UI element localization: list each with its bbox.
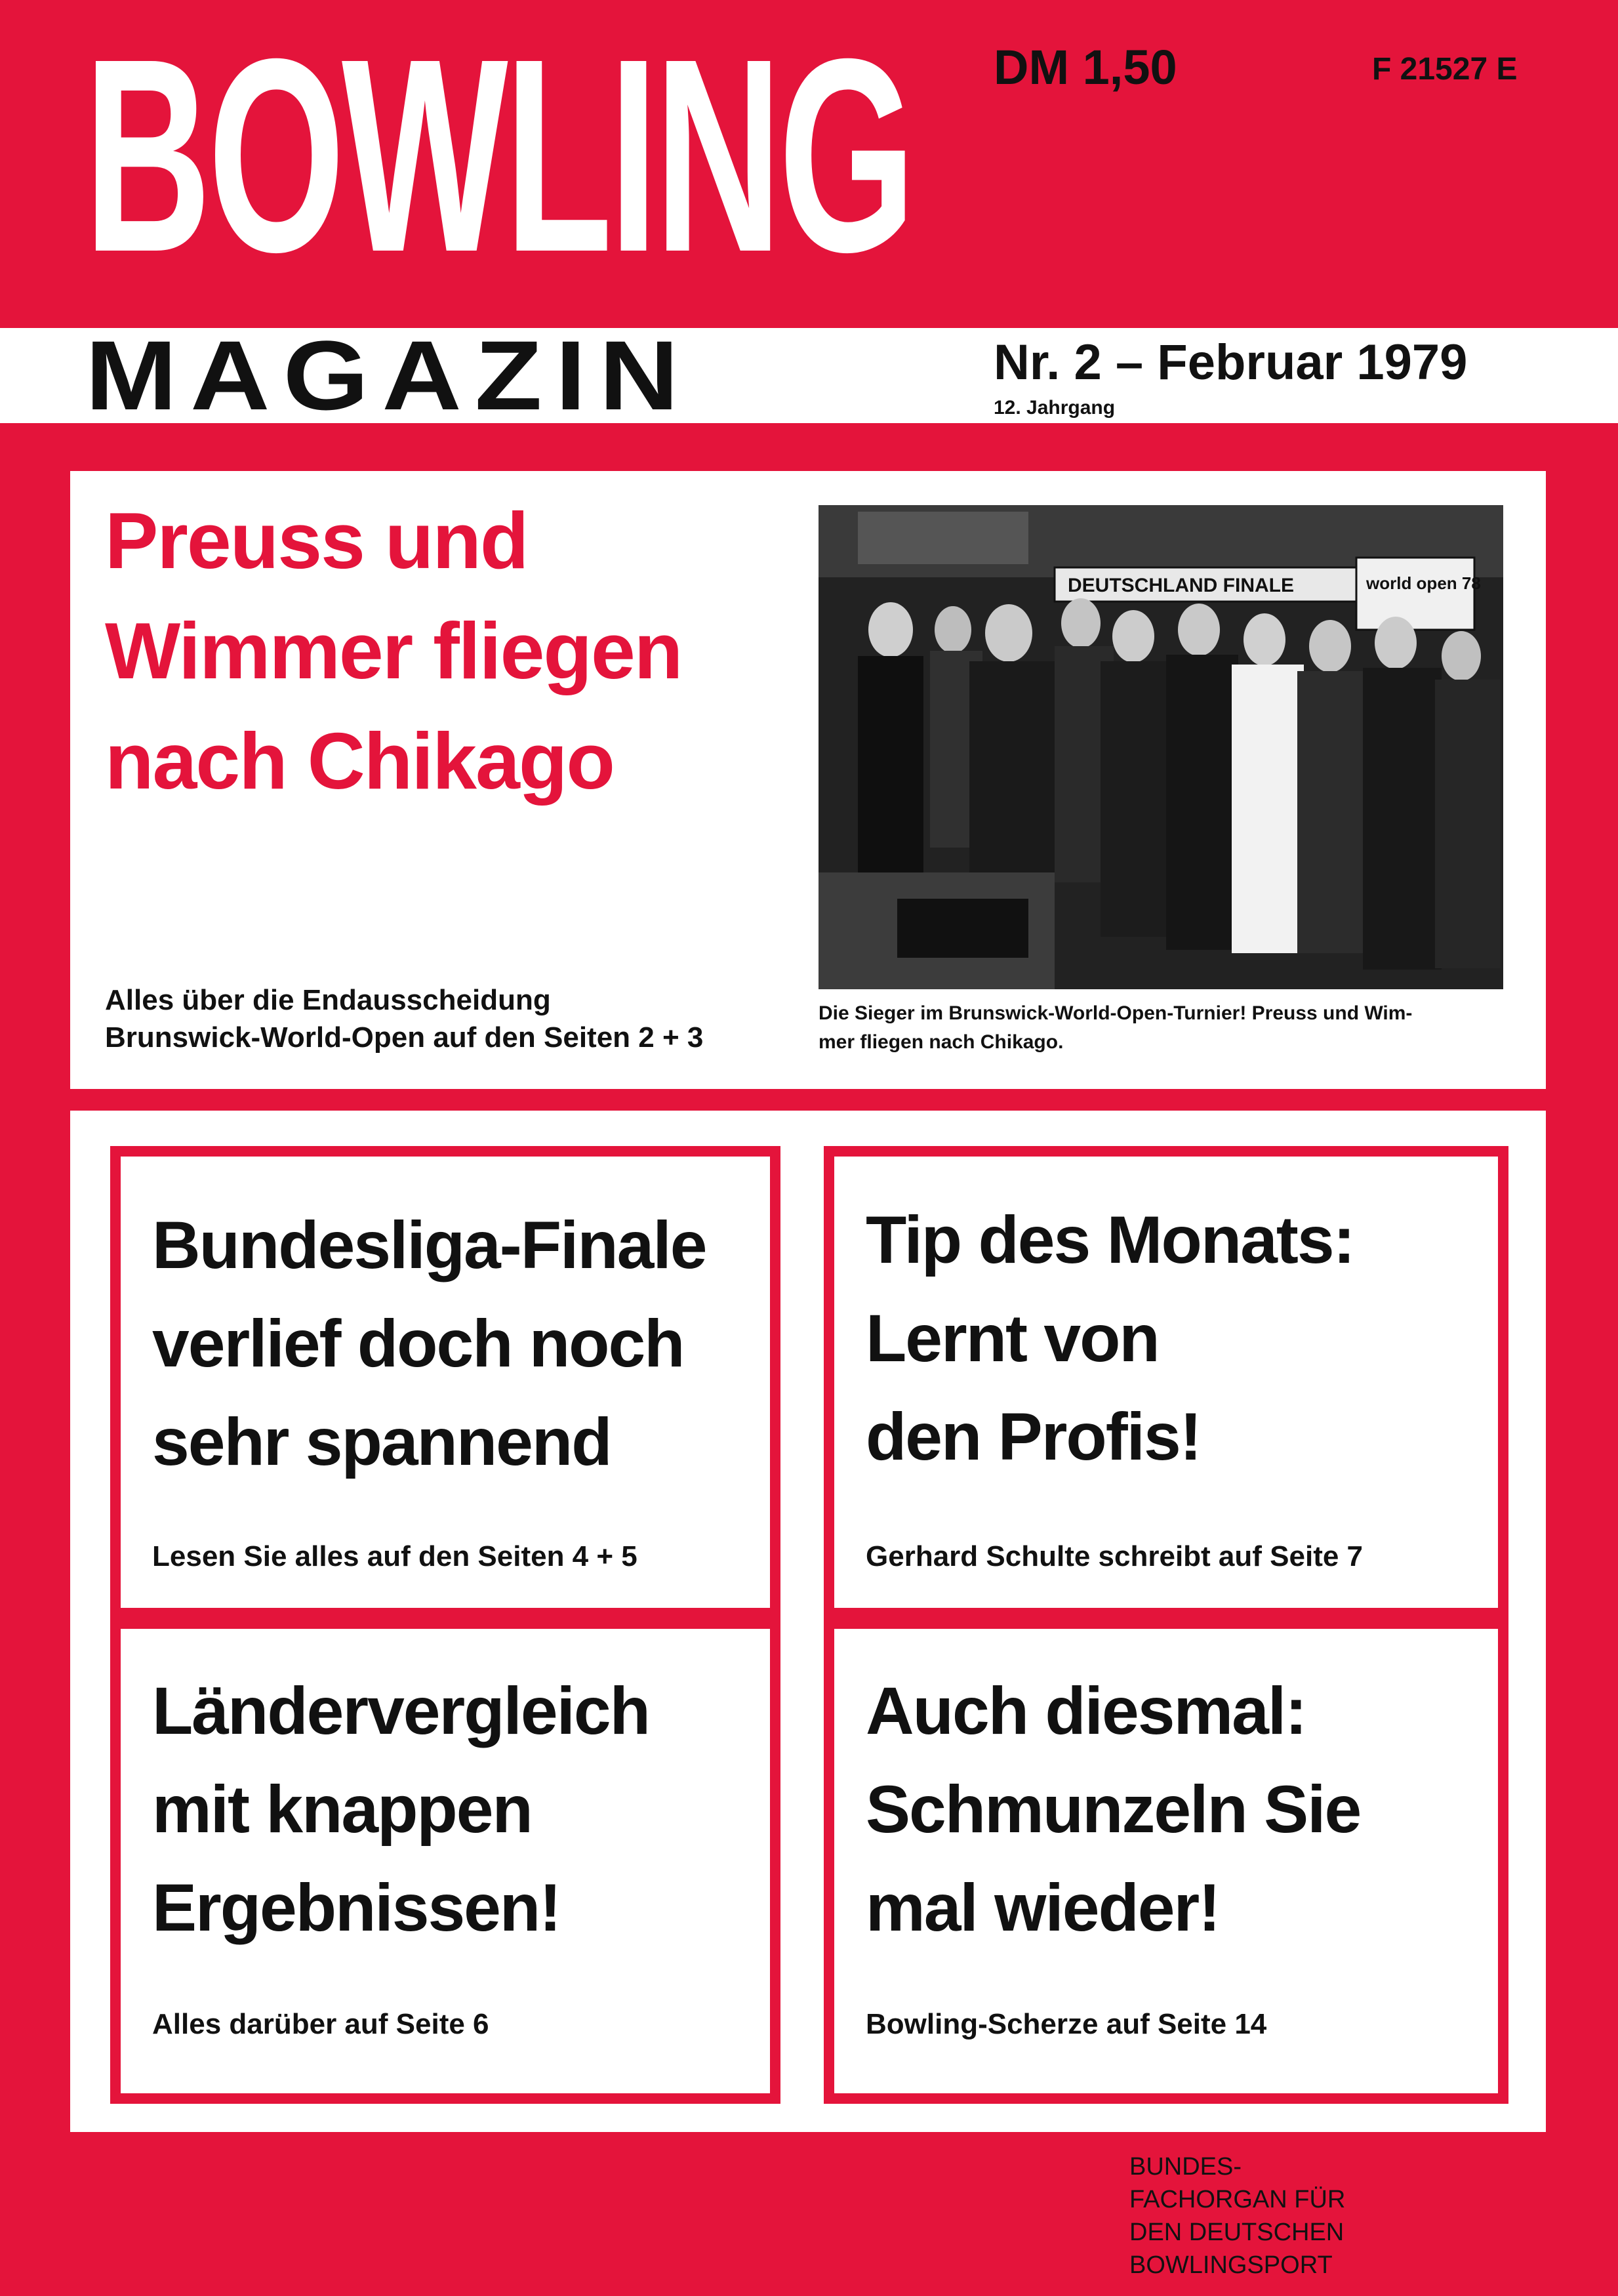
teaser-box-laendervergleich[interactable] <box>110 1618 780 2104</box>
teaser-title-line: Tip des Monats: <box>866 1202 1354 1277</box>
teaser-title-line: Bundesliga-Finale <box>152 1208 706 1282</box>
teaser-title-line: verlief doch noch <box>152 1306 684 1381</box>
teaser-title-line: Ländervergleich <box>152 1673 649 1748</box>
teaser-subline: Bowling-Scherze auf Seite 14 <box>866 2008 1267 2040</box>
teaser-title-line: Ergebnissen! <box>152 1870 561 1945</box>
winners-photo <box>819 505 1503 989</box>
publisher-note-line: FACHORGAN FÜR <box>1129 2186 1346 2213</box>
teaser-title-line: Schmunzeln Sie <box>866 1772 1361 1847</box>
teaser-subline: Alles darüber auf Seite 6 <box>152 2008 489 2040</box>
teaser-title-line: den Profis! <box>866 1399 1201 1474</box>
lead-subline: Alles über die Endausscheidung <box>105 984 551 1016</box>
teaser-box-schmunzeln[interactable] <box>824 1618 1508 2104</box>
publisher-note-line: DEN DEUTSCHEN <box>1129 2219 1345 2246</box>
publisher-note-line: BOWLINGSPORT <box>1129 2251 1333 2279</box>
teaser-box-tip[interactable] <box>824 1146 1508 1618</box>
teaser-title-line: Auch diesmal: <box>866 1673 1306 1748</box>
publisher-note <box>1129 2150 1345 2282</box>
teaser-title-line: mit knappen <box>152 1772 532 1847</box>
teaser-title-line: sehr spannend <box>152 1404 611 1479</box>
photo-caption: mer fliegen nach Chikago. <box>819 1031 1064 1053</box>
volume-label: 12. Jahrgang <box>994 397 1116 419</box>
issn-code: F 21527 E <box>1372 52 1518 87</box>
headline-line: Wimmer fliegen <box>105 606 682 695</box>
teaser-subline: Lesen Sie alles auf den Seiten 4 + 5 <box>152 1540 637 1572</box>
photo-caption: Die Sieger im Brunswick-World-Open-Turnier! Preuss und Wim- <box>819 1002 1413 1024</box>
masthead-title: BOWLING <box>84 2 913 310</box>
masthead-subtitle: MAGAZIN <box>85 320 693 430</box>
photo-sign-text: world open 78 <box>1366 573 1481 593</box>
issue-number: Nr. 2 – Februar 1979 <box>994 335 1468 390</box>
lead-headline[interactable] <box>105 485 839 816</box>
publisher-note-line: BUNDES- <box>1129 2153 1242 2181</box>
photo-banner-text: DEUTSCHLAND FINALE <box>1068 575 1294 596</box>
teaser-title-line: Lernt von <box>866 1301 1159 1376</box>
lead-subline: Brunswick-World-Open auf den Seiten 2 + 3 <box>105 1021 704 1054</box>
teaser-subline: Gerhard Schulte schreibt auf Seite 7 <box>866 1540 1364 1572</box>
teaser-title-line: mal wieder! <box>866 1870 1220 1945</box>
price-label: DM 1,50 <box>994 40 1177 94</box>
teaser-box-bundesliga[interactable] <box>110 1146 780 1618</box>
headline-line: Preuss und <box>105 496 528 585</box>
headline-line: nach Chikago <box>105 716 614 806</box>
